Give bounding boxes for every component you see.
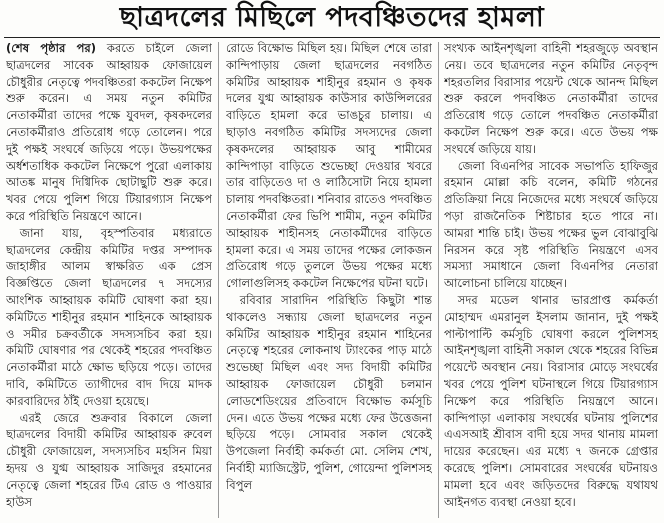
paragraph: সংখ্যক আইনশৃঙ্খলা বাহিনী শহরজুড়ে অবস্থান নেয়। তবে ছাত্রদলের নতুন কমিটির নেতৃবৃন্দ শহরতলির বিরাসার পয়েন্ট থেকে আনন্দ মিছিল শুরু করলে পদবঞ্চিত নেতাকর্মীরা তাদের প্রতিরোধ গড়ে তোলে পদবঞ্চিত নেতাকর্মীরা ককটেল নিক্ষেপ শুরু করে। এতে উভয় পক্ষ সংঘর্ষে জড়িয়ে যায়। (444, 41, 658, 156)
article-column-3 (444, 40, 658, 520)
article-column-2 (226, 40, 432, 520)
column-divider (438, 42, 439, 518)
paragraph: এরই জেরে শুক্রবার বিকালে জেলা ছাত্রদলের বিদায়ী কমিটির আহ্বায়ক রুবেল চৌধুরী ফোজায়েল, সদস্যসচিব মহসিন মিয়া হৃদয় ও যুগ্ম আহ্বায়ক সাজিদুর রহমানের নেতৃত্বে জেলা শহরের টিএ রোড ও পাওয়ার হাউস (6, 410, 212, 509)
column-divider (218, 42, 219, 518)
headline-divider (4, 37, 660, 38)
paragraph: রোডে বিক্ষোভ মিছিল হয়। মিছিল শেষে তারা কান্দিপাড়ায় জেলা ছাত্রদলের নবগঠিত কমিটির আহ্বায়ক শাহীনুর রহমান ও কৃষক দলের যুগ্ম আহ্বায়ক কাউসার কাউন্সিলরের বাড়িতে হামলা করে ভাঙচুর চালায়। এ ছাড়াও নবগঠিত কমিটির সদস্যদের জেলা কৃষকদলের আহ্বায়ক আবু শামীমের কান্দিপাড়া বাড়িতে শুভেচ্ছা দেওয়ার খবরে তার বাড়িতেও দা ও লাঠিসোটা নিয়ে হামলা চালায় পদবঞ্চিতরা। শনিবার রাতেও পদবঞ্চিত নেতাকর্মীরা ফের ভিপি শামীম, নতুন কমিটির আহ্বায়ক শাহীনসহ নেতাকর্মীদের বাড়িতে হামলা করে। এ সময় তাদের পক্ষের লোকজন প্রতিরোধ গড়ে তুললে উভয় পক্ষের মধ্যে গোলাগুলিসহ ককটেল নিক্ষেপের ঘটনা ঘটে। (226, 41, 432, 291)
headline: ছাত্রদলের মিছিলে পদবঞ্চিতদের হামলা (119, 1, 545, 33)
continuation-label: (শেষ পৃষ্ঠার পর) (6, 41, 96, 55)
paragraph: রবিবার সারাদিন পরিস্থিতি কিছুটা শান্ত থাকলেও সন্ধ্যায় জেলা ছাত্রদলের নতুন কমিটির আহ্বায়ক শাহীনুর রহমান শাহিনের নেতৃত্বে শহরের লোকনাথ ট্যাংকের পাড় মাঠে শুভেচ্ছা মিছিল এবং সদ্য বিদায়ী কমিটির আহ্বায়ক ফোজায়েল চৌধুরী চলমান লোডশেডিংয়ের প্রতিবাদে বিক্ষোভ কর্মসূচি দেন। এতে উভয় পক্ষের মধ্যে ফের উত্তেজনা ছড়িয়ে পড়ে। সোমবার সকাল থেকেই উপজেলা নির্বাহী কর্মকর্তা মো. সেলিম শেখ, নির্বাহী ম্যাজিস্ট্রেট, পুলিশ, গোয়েন্দা পুলিশসহ বিপুল (226, 292, 432, 492)
paragraph (6, 40, 212, 225)
paragraph: সদর মডেল থানার ভারপ্রাপ্ত কর্মকর্তা মোহাম্মদ এমরানুল ইসলাম জানান, দুই পক্ষই পাল্টাপাল্টি কর্মসূচি ঘোষণা করলে পুলিশসহ আইনশৃঙ্খলা বাহিনী সকাল থেকে শহরের বিভিন্ন পয়েন্টে অবস্থান নেয়। বিরাসার মোড়ে সংঘর্ষের খবর পেয়ে পুলিশ ঘটনাস্থলে গিয়ে টিয়ারগ্যাস নিক্ষেপ করে পরিস্থিতি নিয়ন্ত্রণে আনে। কান্দিপাড়া এলাকায় সংঘর্ষের ঘটনায় পুলিশের এএসআই শ্রীবাস বাদী হয়ে সদর থানায় মামলা দায়ের করেছেন। এর মধ্যে ৭ জনকে গ্রেপ্তার করেছে পুলিশ। সোমবারের সংঘর্ষের ঘটনায়ও মামলা হবে এবং জড়িতদের বিরুদ্ধে যথাযথ আইনগত ব্যবস্থা নেওয়া হবে। (444, 292, 658, 509)
article-column-1 (6, 40, 212, 520)
paragraph-text: করতে চাইলে জেলা ছাত্রদলের সাবেক আহ্বায়ক ফোজায়েল চৌধুরীর নেতৃত্বে পদবঞ্চিতরা ককটেল নিক্ষেপ শুরু করেন। এ সময় নতুন কমিটির নেতাকর্মীরা তাদের পক্ষে যুবদল, কৃষকদলের নেতাকর্মীরাও প্রতিরোধ গড়ে তোলেন। পরে দুই পক্ষই সংঘর্ষে জড়িয়ে পড়ে। উভয়পক্ষের অর্ধশতাধিক ককটেল নিক্ষেপে পুরো এলাকায় আতঙ্ক মানুষ দিগ্বিদিক ছোটাছুটি শুরু করে। খবর পেয়ে পুলিশ গিয়ে টিয়ারগ্যাস নিক্ষেপ করে পরিস্থিতি নিয়ন্ত্রণে আনে। (6, 41, 212, 223)
paragraph: জেলা বিএনপির সাবেক সভাপতি হাফিজুর রহমান মোল্লা কচি বলেন, কমিটি গঠনের প্রতিক্রিয়া নিয়ে নিজেদের মধ্যে সংঘর্ষে জড়িয়ে পড়া রাজনৈতিক শিষ্টাচার হতে পারে না। আমরা শান্তি চাই। উভয় পক্ষের ভুল বোঝাবুঝি নিরসন করে সৃষ্ট পরিস্থিতি নিয়ন্ত্রণে এসব সমস্যা সমাধানে জেলা বিএনপির নেতারা আলোচনা চালিয়ে যাচ্ছেন। (444, 158, 658, 291)
paragraph: জানা যায়, বৃহস্পতিবার মধ্যরাতে ছাত্রদলের কেন্দ্রীয় কমিটির দপ্তর সম্পাদক জাহাঙ্গীর আলম স্বাক্ষরিত এক প্রেস বিজ্ঞপ্তিতে জেলা ছাত্রদলের ৭ সদস্যের আংশিক আহ্বায়ক কমিটি ঘোষণা করা হয়। কমিটিতে শাহীনুর রহমান শাহিনকে আহ্বায়ক ও সমীর চক্রবর্তীকে সদস্যসচিব করা হয়। কমিটি ঘোষণার পর থেকেই শহরের পদবঞ্চিত নেতাকর্মীরা মাঠে ক্ষোভ ছড়িয়ে পড়ে। তাদের দাবি, কমিটিতে ত্যাগীদের বাদ দিয়ে মাদক কারবারিদের ঠাঁই দেওয়া হয়েছে। (6, 225, 212, 408)
